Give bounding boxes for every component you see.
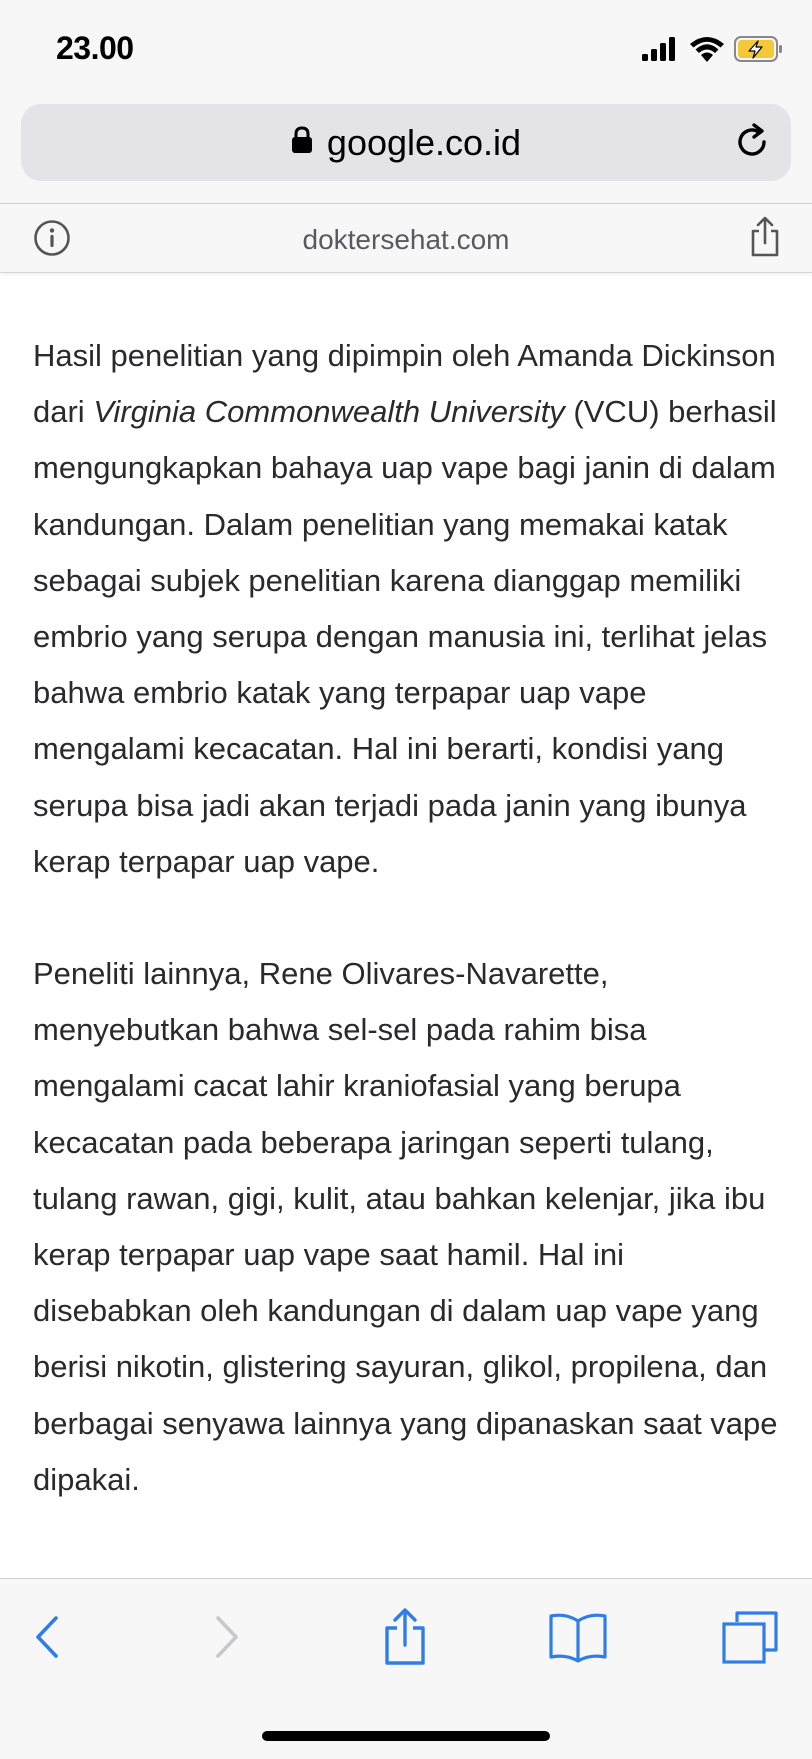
back-icon xyxy=(32,1614,62,1665)
bookmarks-button[interactable] xyxy=(548,1609,608,1669)
wifi-icon xyxy=(690,36,724,67)
status-time: 23.00 xyxy=(56,30,134,66)
paragraph-2: Peneliti lainnya, Rene Olivares-Navarette, menyebutkan bahwa sel-sel pada rahim bisa mengalami cacat lahir kraniofasial yang berupa kecacatan pada beberapa jaringan seperti tulang, tulang rawan, gigi, kulit, atau bahkan kelenjar, jika ibu kerap terpapar uap vape saat hamil. Hal ini disebabkan oleh kandungan di dalam uap vape yang berisi nikotin, glistering sayuran, glikol, propilena, dan berbagai senyawa lainnya yang dipanaskan saat vape dipakai. xyxy=(33,956,778,1497)
article-body xyxy=(33,328,789,1508)
forward-icon xyxy=(212,1614,242,1665)
tabs-icon xyxy=(721,1610,779,1669)
address-bar[interactable] xyxy=(21,104,791,181)
url-domain: google.co.id xyxy=(326,121,522,163)
reload-icon xyxy=(731,150,773,167)
share-icon xyxy=(382,1607,428,1672)
lock-icon xyxy=(291,126,313,159)
status-icons xyxy=(642,36,784,67)
home-indicator[interactable] xyxy=(262,1731,550,1741)
bookmarks-icon xyxy=(548,1611,608,1668)
university-name: Virginia Commonwealth University xyxy=(93,394,565,430)
site-name: doktersehat.com xyxy=(302,224,510,255)
back-button[interactable] xyxy=(17,1609,77,1669)
share-button[interactable] xyxy=(375,1609,435,1669)
battery-charging-icon xyxy=(734,36,784,67)
cellular-signal-icon xyxy=(642,37,680,66)
status-bar xyxy=(0,0,812,98)
paragraph-1: Hasil penelitian yang dipimpin oleh Amanda Dickinson dari Virginia Commonwealth University (VCU) berhasil mengungkapkan bahaya uap vape bagi janin di dalam kandungan. Dalam penelitian yang memakai katak sebagai subjek penelitian karena dianggap memiliki embrio yang serupa dengan manusia ini, terlihat jelas bahwa embrio katak yang terpapar uap vape mengalami kecacatan. Hal ini berarti, kondisi yang serupa bisa jadi akan terjadi pada janin yang ibunya kerap terpapar uap vape. xyxy=(33,338,777,879)
forward-button[interactable] xyxy=(197,1609,257,1669)
reader-site-bar xyxy=(0,204,812,273)
reload-button[interactable] xyxy=(731,121,773,163)
tabs-button[interactable] xyxy=(720,1609,780,1669)
share-icon xyxy=(748,245,782,262)
share-button-small[interactable] xyxy=(748,216,782,258)
